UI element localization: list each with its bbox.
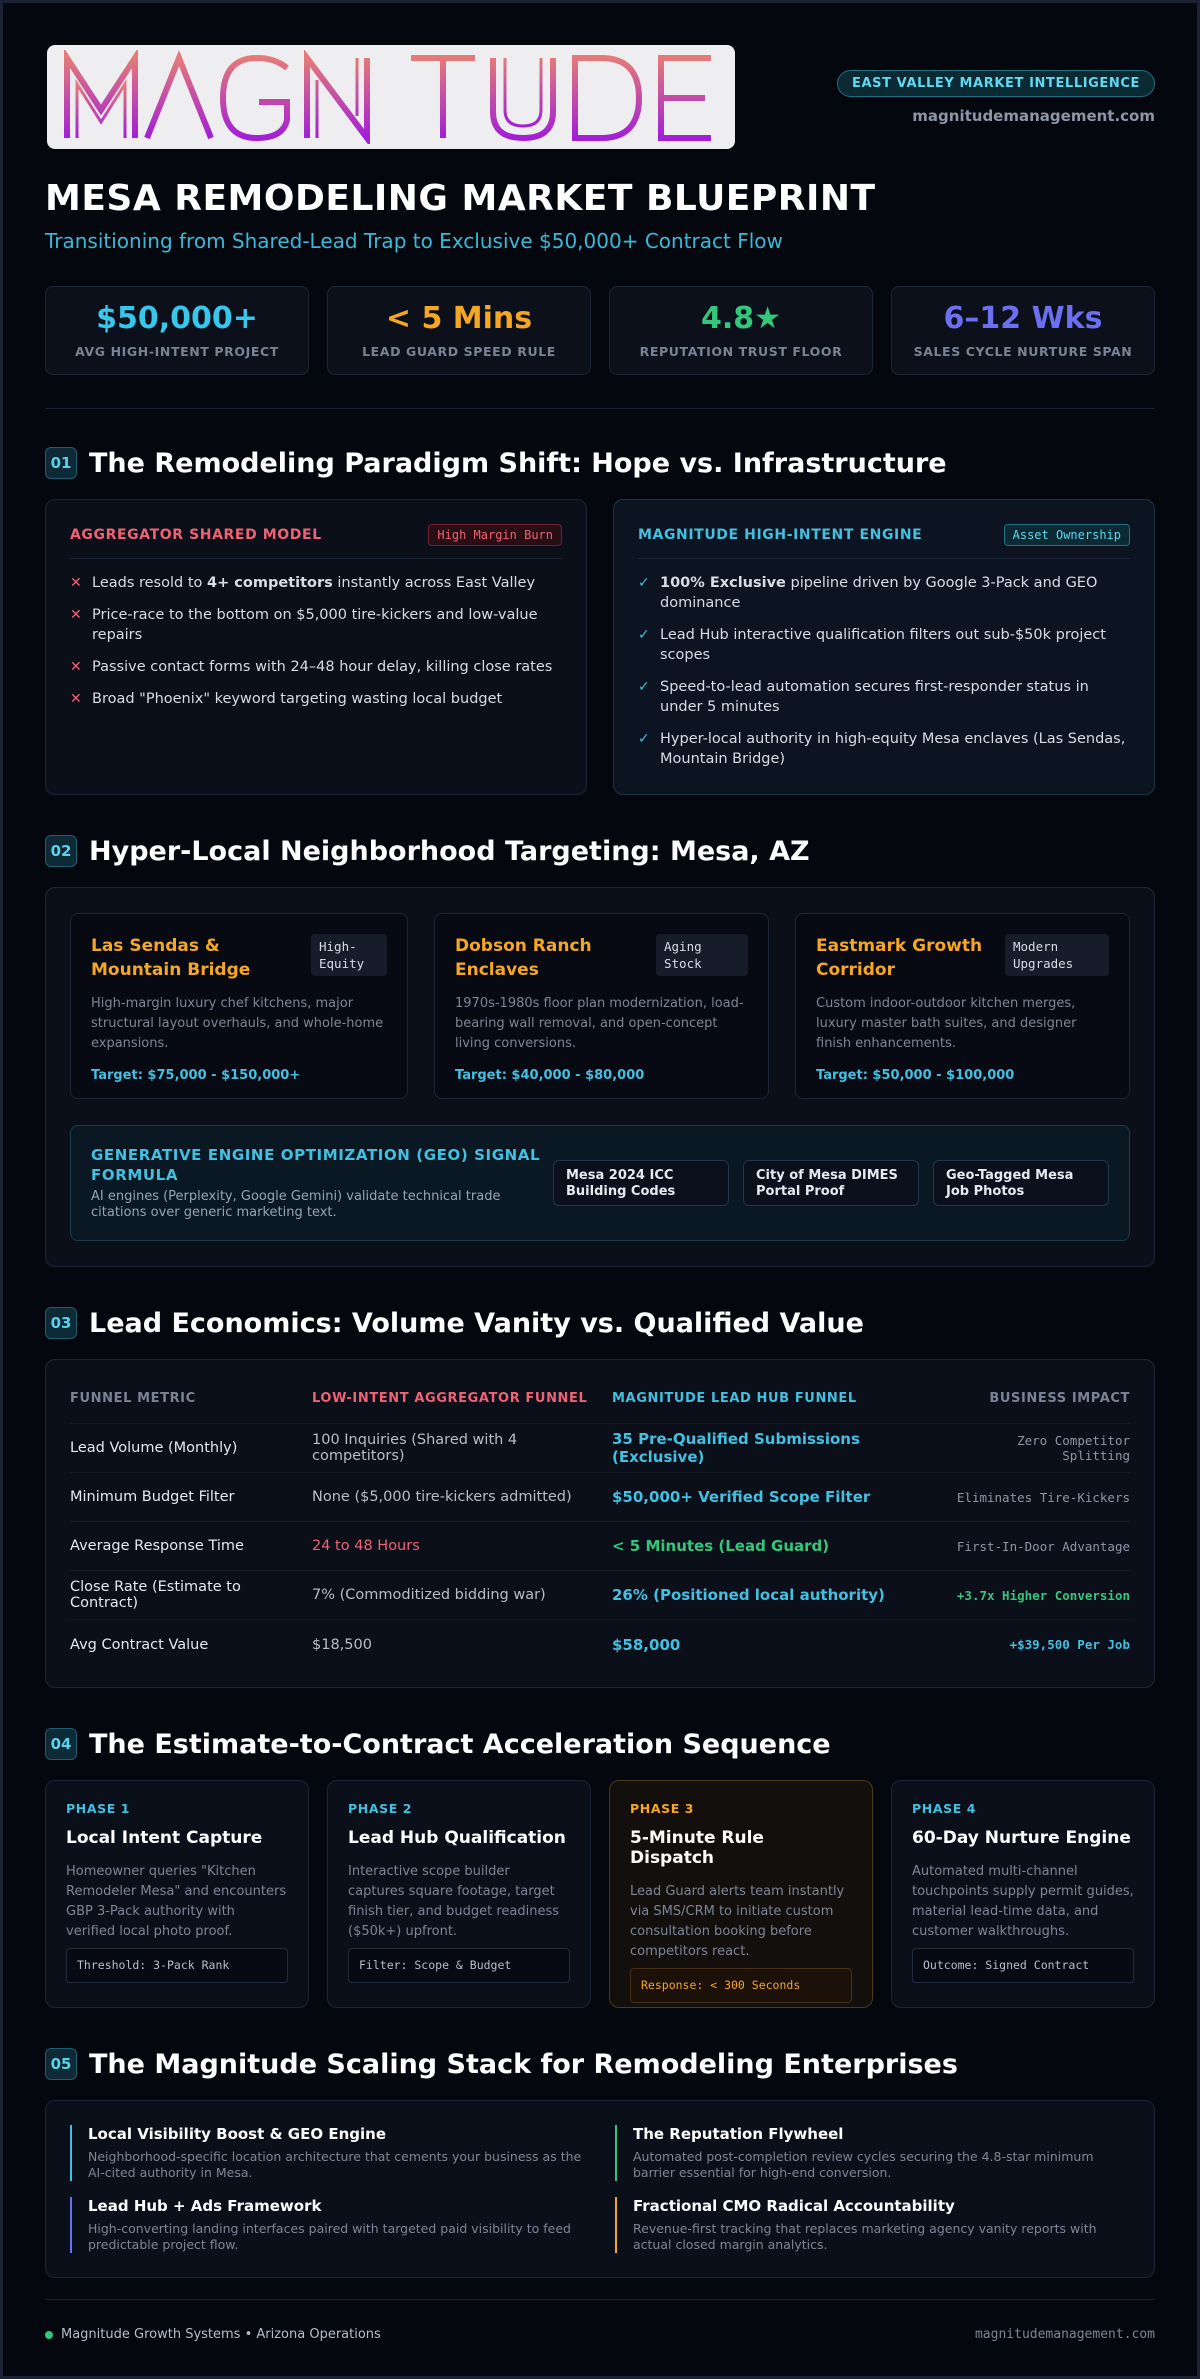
list-text <box>92 573 535 593</box>
phase-desc: Homeowner queries "Kitchen Remodeler Mesa" and encounters GBP 3-Pack authority with verified local photo proof. <box>66 1864 287 1939</box>
cell-mag: $58,000 <box>612 1635 681 1654</box>
phase-title: Local Intent Capture <box>66 1828 263 1848</box>
neighborhood-cards <box>70 913 1130 1099</box>
list-text: Hyper-local authority in high-equity Mesa enclaves (Las Sendas, Mountain Bridge) <box>660 731 1126 767</box>
card-heading: AGGREGATOR SHARED MODEL <box>70 527 322 543</box>
table-row <box>70 1620 1130 1669</box>
list-text: Passive contact forms with 24–48 hour delay, killing close rates <box>92 659 553 675</box>
kpi-label: REPUTATION TRUST FLOOR <box>639 344 843 359</box>
section-title: The Estimate-to-Contract Acceleration Sequence <box>89 1728 831 1760</box>
card-top <box>455 934 748 982</box>
kpi-value: 4.8★ <box>700 301 782 336</box>
phase-desc: Automated multi-channel touchpoints supply permit guides, material lead-time data, and customer walkthroughs. <box>912 1864 1134 1939</box>
geo-chip: Mesa 2024 ICC Building Codes <box>553 1160 729 1206</box>
list-text: Lead Hub interactive qualification filters out sub-$50k project scopes <box>660 627 1106 663</box>
section-acceleration-sequence <box>45 1728 1155 2008</box>
economics-table <box>45 1359 1155 1688</box>
phase-label: PHASE 2 <box>348 1801 413 1816</box>
list-item <box>70 573 562 593</box>
geo-chip: City of Mesa DIMES Portal Proof <box>743 1160 919 1206</box>
cell-impact: First-In-Door Advantage <box>956 1538 1130 1554</box>
geo-desc: AI engines (Perplexity, Google Gemini) validate technical trade citations over generic marketing text. <box>91 1189 501 1220</box>
table-header-row <box>70 1374 1130 1424</box>
section-header <box>45 2048 1155 2080</box>
list-item <box>638 677 1130 717</box>
aggregator-list <box>70 573 562 709</box>
section-header <box>45 1307 1155 1339</box>
footer-left <box>45 2327 381 2342</box>
x-icon: ✕ <box>70 659 82 675</box>
cell-metric: Minimum Budget Filter <box>70 1489 235 1505</box>
phase-card-highlighted <box>609 1780 873 2008</box>
text-bold: 100% Exclusive <box>660 575 786 591</box>
kpi-row <box>45 286 1155 375</box>
list-text <box>660 573 1130 613</box>
card-top <box>816 934 1109 982</box>
card-top <box>91 934 387 982</box>
stack-item-title: Local Visibility Boost & GEO Engine <box>88 2125 386 2143</box>
section-number: 02 <box>45 835 77 867</box>
stack-item-desc: Neighborhood-specific location architecture that cements your business as the AI-cited authority in Mesa. <box>88 2149 582 2180</box>
x-icon: ✕ <box>70 575 82 591</box>
page-title: MESA REMODELING MARKET BLUEPRINT <box>45 178 876 219</box>
cell-impact: +$39,500 Per Job <box>1009 1637 1130 1652</box>
neighborhood-tag: High-Equity <box>311 934 387 976</box>
magnitude-card <box>613 499 1155 795</box>
stack-item <box>615 2197 1130 2253</box>
phase-card <box>891 1780 1155 2008</box>
card-header <box>70 524 562 559</box>
check-icon: ✓ <box>638 627 650 643</box>
stack-item-desc: High-converting landing interfaces paired with targeted paid visibility to feed predictable project flow. <box>88 2221 571 2252</box>
geo-text <box>91 1145 553 1221</box>
section-title: Lead Economics: Volume Vanity vs. Qualified Value <box>89 1307 864 1339</box>
section-number: 03 <box>45 1307 77 1339</box>
geo-title: GENERATIVE ENGINE OPTIMIZATION (GEO) SIGNAL FORMULA <box>91 1146 541 1184</box>
comparison-cards <box>45 499 1155 795</box>
cell-mag: 26% (Positioned local authority) <box>612 1586 885 1604</box>
list-item <box>70 605 562 645</box>
list-text: Price-race to the bottom on $5,000 tire-kickers and low-value repairs <box>92 607 538 643</box>
text-post: instantly across East Valley <box>332 575 536 591</box>
logo <box>47 45 735 149</box>
section-lead-economics <box>45 1307 1155 1688</box>
section-number: 01 <box>45 447 77 479</box>
header <box>45 3 1155 168</box>
kpi-label: LEAD GUARD SPEED RULE <box>362 344 556 359</box>
cell-mag: $50,000+ Verified Scope Filter <box>612 1488 871 1506</box>
table-header: MAGNITUDE LEAD HUB FUNNEL <box>612 1391 857 1406</box>
magnitude-logo-icon <box>61 50 721 144</box>
footer <box>45 2299 1155 2342</box>
phase-metric: Filter: Scope & Budget <box>348 1948 570 1983</box>
section-title: The Magnitude Scaling Stack for Remodeling Enterprises <box>89 2048 958 2080</box>
cell-low: 7% (Commoditized bidding war) <box>312 1587 546 1603</box>
section-header <box>45 1728 1155 1760</box>
section-header <box>45 835 1155 867</box>
section-scaling-stack <box>45 2048 1155 2278</box>
kpi-card <box>609 286 873 375</box>
text-bold: 4+ competitors <box>207 575 333 591</box>
check-icon: ✓ <box>638 731 650 747</box>
phase-desc: Lead Guard alerts team instantly via SMS/CRM to initiate custom consultation booking before competitors react. <box>630 1884 845 1959</box>
section-neighborhoods <box>45 835 1155 1267</box>
cell-impact: +3.7x Higher Conversion <box>956 1587 1130 1603</box>
stack-item-title: The Reputation Flywheel <box>633 2125 844 2143</box>
section-number: 05 <box>45 2048 77 2080</box>
kpi-card <box>891 286 1155 375</box>
section-header <box>45 447 1155 479</box>
domain-text[interactable]: magnitudemanagement.com <box>912 107 1155 125</box>
kpi-card <box>45 286 309 375</box>
stack-item <box>70 2197 585 2253</box>
geo-formula-box <box>70 1125 1130 1241</box>
text-pre: Leads resold to <box>92 575 207 591</box>
table-row <box>70 1473 1130 1522</box>
phase-label: PHASE 3 <box>630 1801 695 1816</box>
cell-mag: 35 Pre-Qualified Submissions (Exclusive) <box>612 1430 860 1466</box>
phase-metric: Outcome: Signed Contract <box>912 1948 1134 1983</box>
footer-org: Magnitude Growth Systems • Arizona Operations <box>61 2327 381 2342</box>
page-subtitle: Transitioning from Shared-Lead Trap to Exclusive $50,000+ Contract Flow <box>45 229 783 253</box>
check-icon: ✓ <box>638 679 650 695</box>
stack-item-desc: Revenue-first tracking that replaces marketing agency vanity reports with actual closed margin analytics. <box>633 2221 1097 2252</box>
phase-title: 60-Day Nurture Engine <box>912 1828 1131 1848</box>
phase-cards <box>45 1780 1155 2008</box>
x-icon: ✕ <box>70 607 82 623</box>
scaling-stack-panel <box>45 2100 1155 2278</box>
neighborhood-desc: 1970s-1980s floor plan modernization, load-bearing wall removal, and open-concept living conversions. <box>455 996 744 1051</box>
neighborhood-desc: Custom indoor-outdoor kitchen merges, luxury master bath suites, and designer finish enhancements. <box>816 996 1077 1051</box>
card-heading: MAGNITUDE HIGH-INTENT ENGINE <box>638 527 923 543</box>
kpi-value: 6–12 Wks <box>943 301 1103 336</box>
phase-metric: Threshold: 3-Pack Rank <box>66 1948 288 1983</box>
list-text: Speed-to-lead automation secures first-responder status in under 5 minutes <box>660 679 1089 715</box>
cell-low: $18,500 <box>312 1636 372 1653</box>
phase-metric: Response: < 300 Seconds <box>630 1968 852 2003</box>
cell-metric: Close Rate (Estimate to Contract) <box>70 1579 241 1611</box>
cell-low: 100 Inquiries (Shared with 4 competitors) <box>312 1432 518 1464</box>
neighborhood-tag: Aging Stock <box>656 934 748 976</box>
phase-card <box>45 1780 309 2008</box>
neighborhood-name: Dobson Ranch Enclaves <box>455 936 592 980</box>
card-tag: Asset Ownership <box>1004 524 1130 546</box>
section-paradigm-shift <box>45 447 1155 795</box>
neighborhood-name: Eastmark Growth Corridor <box>816 936 983 980</box>
list-item <box>638 573 1130 613</box>
neighborhood-tag: Modern Upgrades <box>1005 934 1109 976</box>
section-title: The Remodeling Paradigm Shift: Hope vs. Infrastructure <box>89 447 947 479</box>
neighborhood-target: Target: $75,000 - $150,000+ <box>91 1068 301 1083</box>
neighborhood-target: Target: $40,000 - $80,000 <box>455 1068 645 1083</box>
list-item <box>638 625 1130 665</box>
table-header: BUSINESS IMPACT <box>989 1391 1130 1406</box>
kpi-card <box>327 286 591 375</box>
stack-item <box>615 2125 1130 2181</box>
footer-domain[interactable]: magnitudemanagement.com <box>974 2327 1155 2342</box>
section-number: 04 <box>45 1728 77 1760</box>
neighborhood-target: Target: $50,000 - $100,000 <box>816 1068 1015 1083</box>
geo-chip: Geo-Tagged Mesa Job Photos <box>933 1160 1109 1206</box>
stack-item <box>70 2125 585 2181</box>
kpi-label: AVG HIGH-INTENT PROJECT <box>75 344 279 359</box>
text-post: pipeline driven by Google 3-Pack and GEO dominance <box>660 575 1098 611</box>
neighborhood-desc: High-margin luxury chef kitchens, major structural layout overhauls, and whole-home expansions. <box>91 996 384 1051</box>
phase-label: PHASE 1 <box>66 1801 131 1816</box>
brand-right <box>837 70 1155 125</box>
cell-impact: Eliminates Tire-Kickers <box>956 1489 1130 1505</box>
cell-metric: Lead Volume (Monthly) <box>70 1440 238 1456</box>
neighborhood-card <box>70 913 408 1099</box>
section-title: Hyper-Local Neighborhood Targeting: Mesa, AZ <box>89 835 810 867</box>
phase-card <box>327 1780 591 2008</box>
list-text: Broad "Phoenix" keyword targeting wasting local budget <box>92 691 503 707</box>
table-row <box>70 1522 1130 1571</box>
market-pill: EAST VALLEY MARKET INTELLIGENCE <box>837 70 1155 97</box>
neighborhood-card <box>795 913 1130 1099</box>
aggregator-card <box>45 499 587 795</box>
cell-low: None ($5,000 tire-kickers admitted) <box>312 1489 572 1505</box>
list-item <box>70 689 562 709</box>
divider <box>45 408 1155 409</box>
stack-item-desc: Automated post-completion review cycles securing the 4.8-star minimum barrier essential for high-end conversion. <box>633 2149 1094 2180</box>
cell-mag: < 5 Minutes (Lead Guard) <box>612 1537 830 1555</box>
neighborhood-card <box>434 913 769 1099</box>
phase-label: PHASE 4 <box>912 1801 977 1816</box>
stack-item-title: Lead Hub + Ads Framework <box>88 2197 322 2215</box>
neighborhood-panel <box>45 887 1155 1267</box>
list-item <box>638 729 1130 769</box>
list-item <box>70 657 562 677</box>
kpi-label: SALES CYCLE NURTURE SPAN <box>913 344 1133 359</box>
neighborhood-name: Las Sendas & Mountain Bridge <box>91 936 251 980</box>
stack-item-title: Fractional CMO Radical Accountability <box>633 2197 955 2215</box>
geo-chips <box>553 1160 1109 1206</box>
magnitude-list <box>638 573 1130 769</box>
table-header: FUNNEL METRIC <box>70 1391 196 1406</box>
table-header: LOW-INTENT AGGREGATOR FUNNEL <box>312 1391 588 1406</box>
cell-metric: Average Response Time <box>70 1538 244 1554</box>
card-tag: High Margin Burn <box>428 524 562 546</box>
table-row <box>70 1424 1130 1473</box>
phase-title: 5-Minute Rule Dispatch <box>630 1828 764 1868</box>
cell-impact: Zero Competitor Splitting <box>1017 1433 1130 1463</box>
phase-desc: Interactive scope builder captures square footage, target finish tier, and budget readiness ($50k+) upfront. <box>348 1864 559 1939</box>
status-dot-icon <box>45 2331 53 2339</box>
x-icon: ✕ <box>70 691 82 707</box>
phase-title: Lead Hub Qualification <box>348 1828 566 1848</box>
cell-low: 24 to 48 Hours <box>312 1538 420 1554</box>
cell-metric: Avg Contract Value <box>70 1636 209 1653</box>
kpi-value: $50,000+ <box>96 301 258 336</box>
card-header <box>638 524 1130 559</box>
kpi-value: < 5 Mins <box>385 301 533 336</box>
check-icon: ✓ <box>638 575 650 591</box>
table-row <box>70 1571 1130 1620</box>
